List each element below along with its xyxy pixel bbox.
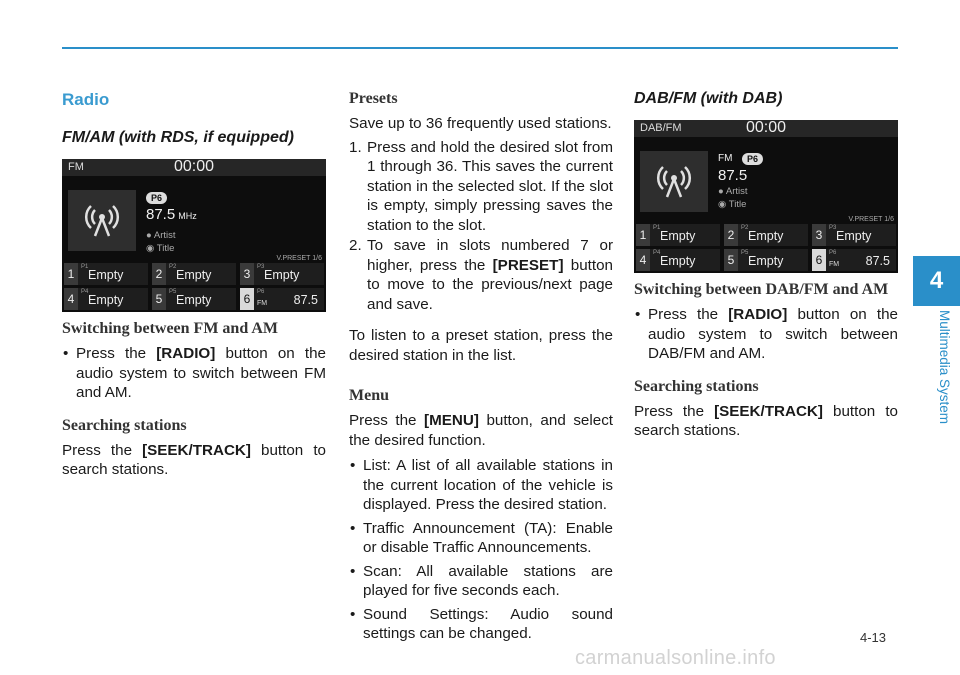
frequency-display: 87.5: [718, 167, 748, 184]
preset-slot-4[interactable]: 4 P4 Empty: [64, 288, 148, 310]
radio-screen-dab: [634, 120, 898, 273]
presets-step-2: 2. To save in slots numbered 7 or higher, press the [PRESET] button to move to the previous/next page and save.: [349, 237, 613, 313]
section-title: Radio: [62, 90, 110, 109]
chapter-label: Multimedia System: [937, 310, 952, 425]
title-row: ◉ Title: [146, 243, 175, 254]
broadcast-icon: [84, 203, 120, 239]
menu-item-scan: • Scan: All available stations are played for five seconds each.: [349, 562, 613, 601]
broadcast-icon: [656, 164, 692, 200]
album-art: [640, 151, 708, 212]
menu-item-sound: • Sound Settings: Audio sound settings can be changed.: [349, 605, 613, 644]
preset-slot-6[interactable]: 6 P6 FM 87.5: [812, 249, 896, 271]
preset-grid: [64, 263, 324, 311]
search-heading: Searching stations: [634, 377, 759, 395]
switch-heading: Switching between FM and AM: [62, 320, 278, 337]
search-text: Press the [SEEK/TRACK] button to search stations.: [62, 441, 326, 478]
preset-slot-3[interactable]: 3 P3 Empty: [812, 224, 896, 246]
chapter-tab: 4: [913, 256, 960, 306]
column-middle: [349, 90, 613, 658]
preset-slot-6[interactable]: 6 P6 FM 87.5: [240, 288, 324, 310]
switch-item: • Press the [RADIO] button on the audio system to switch between FM and AM.: [62, 344, 326, 403]
switch-list: [634, 305, 898, 364]
switch-heading: Switching between DAB/FM and AM: [634, 281, 889, 298]
disc-icon: ◉: [718, 199, 729, 210]
preset-slot-3[interactable]: 3 P3 Empty: [240, 263, 324, 285]
switch-list: [62, 344, 326, 403]
preset-slot-2[interactable]: 2 P2 Empty: [152, 263, 236, 285]
preset-grid: [636, 224, 896, 272]
presets-intro: Save up to 36 frequently used stations.: [349, 115, 612, 132]
search-heading: Searching stations: [62, 416, 187, 434]
radio-screen-fm: [62, 159, 326, 312]
person-icon: ●: [146, 230, 154, 241]
column-left: [62, 90, 326, 480]
title-row: ◉ Title: [718, 199, 747, 210]
screen-clock: 00:00: [173, 159, 215, 175]
band-label: FM: [718, 153, 733, 164]
preset-badge: P6: [146, 192, 167, 204]
presets-steps: [349, 138, 613, 315]
header-rule: [62, 47, 898, 49]
disc-icon: ◉: [146, 243, 157, 254]
menu-intro: Press the [MENU] button, and select the desired function.: [349, 412, 614, 449]
listen-text: To listen to a preset station, press the desired station in the list.: [349, 327, 613, 364]
frequency-display: 87.5 MHz: [146, 206, 197, 223]
search-text: Press the [SEEK/TRACK] button to search stations.: [634, 402, 898, 439]
artist-row: ● Artist: [718, 186, 748, 197]
screen-mode-label: DAB/FM: [640, 122, 682, 134]
page-number: 4-13: [860, 630, 887, 645]
column-right: [634, 90, 898, 441]
menu-item-list: • List: A list of all available stations in the current location of the vehicle is displayed. Press the desired station.: [349, 456, 613, 515]
subsection-title-dab: DAB/FM (with DAB): [634, 90, 783, 107]
screen-clock: 00:00: [745, 120, 787, 136]
preset-slot-1[interactable]: 1 P1 Empty: [636, 224, 720, 246]
menu-list: [349, 456, 613, 644]
preset-badge: P6: [742, 153, 763, 165]
preset-slot-5[interactable]: 5 P5 Empty: [152, 288, 236, 310]
presets-heading: Presets: [349, 90, 398, 107]
preset-slot-4[interactable]: 4 P4 Empty: [636, 249, 720, 271]
screen-mode-label: FM: [68, 161, 84, 173]
person-icon: ●: [718, 186, 726, 197]
preset-slot-5[interactable]: 5 P5 Empty: [724, 249, 808, 271]
preset-page-info: V.PRESET 1/6: [848, 216, 894, 223]
watermark: carmanualsonline.info: [575, 647, 776, 669]
preset-slot-2[interactable]: 2 P2 Empty: [724, 224, 808, 246]
album-art: [68, 190, 136, 251]
subsection-title-fm-am: FM/AM (with RDS, if equipped): [62, 129, 294, 146]
preset-page-info: V.PRESET 1/6: [276, 255, 322, 262]
presets-step-1: 1. Press and hold the desired slot from 1 through 36. This saves the current station in the selected slot. If the slot is empty, simply pressing saves the station to the slot.: [349, 138, 613, 234]
switch-item: • Press the [RADIO] button on the audio system to switch between DAB/FM and AM.: [634, 305, 898, 364]
preset-slot-1[interactable]: 1 P1 Empty: [64, 263, 148, 285]
artist-row: ● Artist: [146, 230, 176, 241]
menu-heading: Menu: [349, 387, 389, 404]
menu-item-ta: • Traffic Announcement (TA): Enable or disable Traffic Announcements.: [349, 519, 613, 558]
